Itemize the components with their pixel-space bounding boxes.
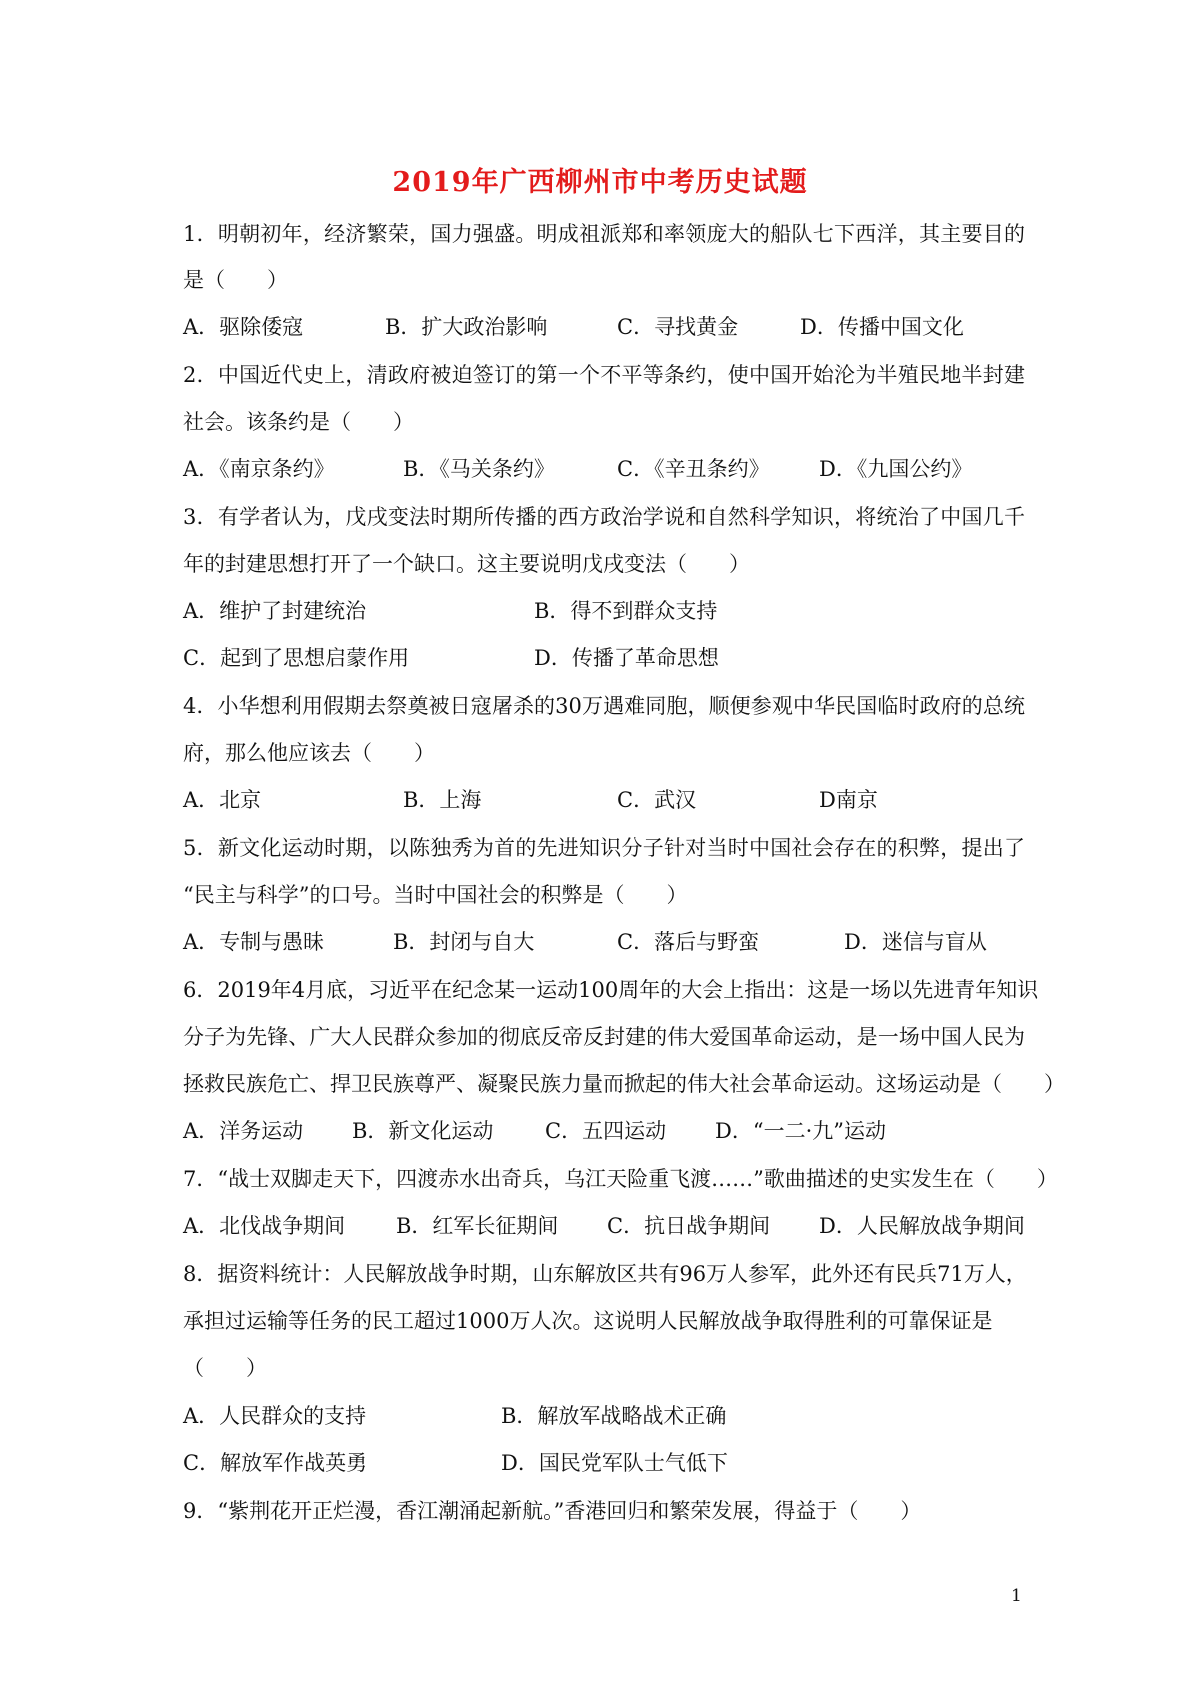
question-8-line-3: （ ） <box>183 1356 267 1380</box>
question-1-line-1: 1．明朝初年，经济繁荣，国力强盛。明成祖派郑和率领庞大的船队七下西洋，其主要目的 <box>183 222 1025 246</box>
question-4-line-2: 府，那么他应该去（ ） <box>183 741 435 765</box>
question-3-line-2: 年的封建思想打开了一个缺口。这主要说明戊戌变法（ ） <box>183 552 750 576</box>
question-1-option-d: D．传播中国文化 <box>800 315 964 339</box>
question-2-option-d: D．《九国公约》 <box>819 457 973 481</box>
question-7-option-c: C．抗日战争期间 <box>607 1214 771 1238</box>
question-3-option-d: D．传播了革命思想 <box>534 646 719 670</box>
question-3-line-1: 3．有学者认为，戊戌变法时期所传播的西方政治学说和自然科学知识，将统治了中国几千 <box>183 505 1025 529</box>
question-8-option-b: B．解放军战略战术正确 <box>501 1404 727 1428</box>
question-1-option-b: B．扩大政治影响 <box>385 315 548 339</box>
question-4-option-c: C．武汉 <box>617 788 697 812</box>
question-8-line-2: 承担过运输等任务的民工超过1000万人次。这说明人民解放战争取得胜利的可靠保证是 <box>183 1309 993 1333</box>
question-8-option-d: D．国民党军队士气低下 <box>501 1451 728 1475</box>
question-7-option-a: A．北伐战争期间 <box>183 1214 346 1238</box>
question-5-option-c: C．落后与野蛮 <box>617 930 760 954</box>
question-7-option-b: B．红军长征期间 <box>396 1214 559 1238</box>
question-2-line-1: 2．中国近代史上，清政府被迫签订的第一个不平等条约，使中国开始沦为半殖民地半封建 <box>183 363 1025 387</box>
question-8-option-c: C．解放军作战英勇 <box>183 1451 368 1475</box>
question-5-option-d: D．迷信与盲从 <box>844 930 987 954</box>
question-2-option-b: B．《马关条约》 <box>403 457 555 481</box>
question-2-line-2: 社会。该条约是（ ） <box>183 410 414 434</box>
question-6-line-1: 6．2019年4月底，习近平在纪念某一运动100周年的大会上指出：这是一场以先进青年知识 <box>183 978 1039 1002</box>
question-2-option-c: C．《辛丑条约》 <box>617 457 770 481</box>
question-8-line-1: 8．据资料统计：人民解放战争时期，山东解放区共有96万人参军，此外还有民兵71万人， <box>183 1262 1027 1286</box>
question-7-line-1: 7．“战士双脚走天下，四渡赤水出奇兵，乌江天险重飞渡……”歌曲描述的史实发生在（ ） <box>183 1167 1058 1191</box>
question-3-option-b: B．得不到群众支持 <box>534 599 718 623</box>
question-9-line-1: 9．“紫荆花开正烂漫，香江潮涌起新航。”香港回归和繁荣发展，得益于（ ） <box>183 1499 922 1523</box>
question-4-line-1: 4．小华想利用假期去祭奠被日寇屠杀的30万遇难同胞，顺便参观中华民国临时政府的总统 <box>183 694 1025 718</box>
question-5-option-a: A．专制与愚昧 <box>183 930 325 954</box>
question-6-option-c: C．五四运动 <box>545 1119 667 1143</box>
page-number: 1 <box>1011 1586 1022 1606</box>
question-6-option-b: B．新文化运动 <box>352 1119 494 1143</box>
question-8-option-a: A．人民群众的支持 <box>183 1404 367 1428</box>
question-4-option-a: A．北京 <box>183 788 262 812</box>
question-7-option-d: D．人民解放战争期间 <box>819 1214 1025 1238</box>
question-5-option-b: B．封闭与自大 <box>393 930 535 954</box>
question-1-option-c: C．寻找黄金 <box>617 315 739 339</box>
question-1-line-2: 是（ ） <box>183 268 288 292</box>
page-title: 2019年广西柳州市中考历史试题 <box>392 167 808 198</box>
question-2-option-a: A．《南京条约》 <box>183 457 335 481</box>
question-6-option-d: D．“一二·九”运动 <box>715 1119 886 1143</box>
question-6-option-a: A．洋务运动 <box>183 1119 304 1143</box>
question-3-option-a: A．维护了封建统治 <box>183 599 367 623</box>
question-1-option-a: A．驱除倭寇 <box>183 315 304 339</box>
question-5-line-1: 5．新文化运动时期，以陈独秀为首的先进知识分子针对当时中国社会存在的积弊，提出了 <box>183 836 1025 860</box>
question-3-option-c: C．起到了思想启蒙作用 <box>183 646 410 670</box>
question-4-option-d: D南京 <box>819 788 878 812</box>
question-6-line-2: 分子为先锋、广大人民群众参加的彻底反帝反封建的伟大爱国革命运动，是一场中国人民为 <box>183 1025 1025 1049</box>
question-5-line-2: “民主与科学”的口号。当时中国社会的积弊是（ ） <box>183 883 688 907</box>
question-4-option-b: B．上海 <box>403 788 482 812</box>
question-6-line-3: 拯救民族危亡、捍卫民族尊严、凝聚民族力量而掀起的伟大社会革命运动。这场运动是（ ） <box>183 1072 1065 1096</box>
